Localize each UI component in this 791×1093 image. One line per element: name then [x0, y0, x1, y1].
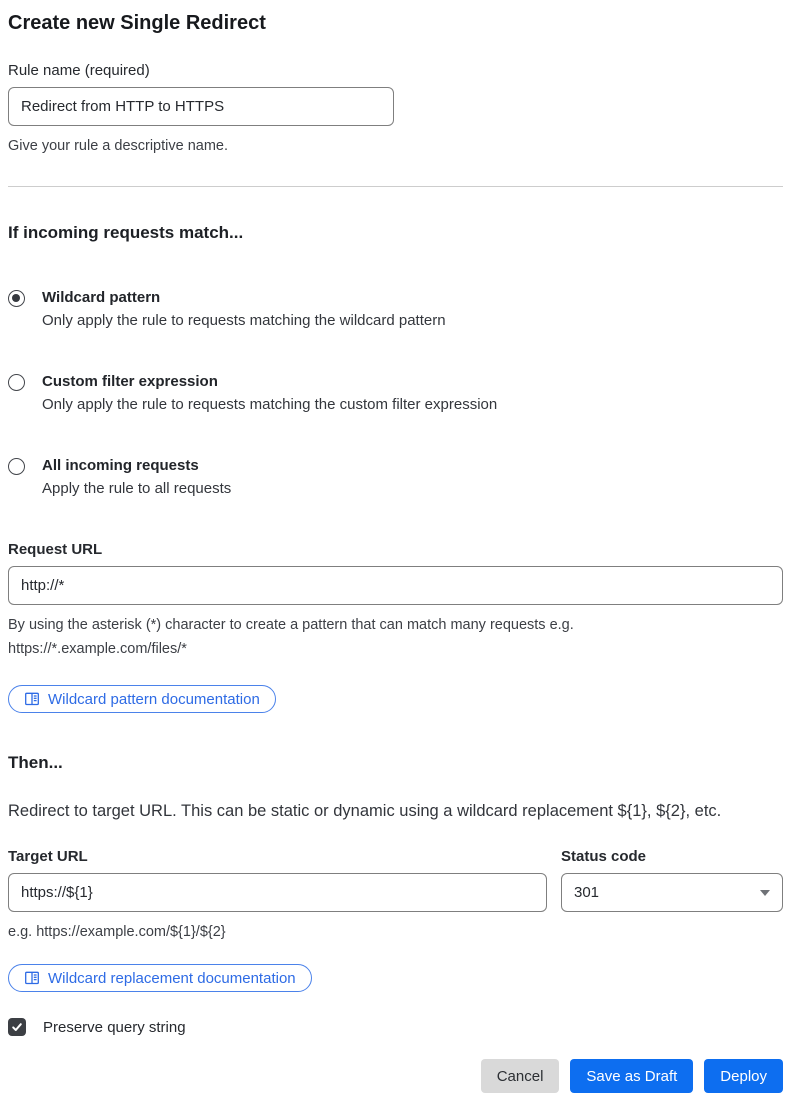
- radio-option-label: All incoming requests: [42, 457, 199, 474]
- radio-option-label: Custom filter expression: [42, 373, 218, 390]
- target-url-field: [8, 848, 547, 912]
- footer-actions: [8, 1059, 783, 1093]
- radio-option-all-requests[interactable]: [8, 457, 783, 497]
- save-as-draft-button[interactable]: Save as Draft: [570, 1059, 693, 1093]
- status-code-select[interactable]: [561, 873, 783, 912]
- request-url-helper-line1: By using the asterisk (*) character to create a pattern that can match many requests e.g.: [8, 617, 574, 633]
- request-url-label: Request URL: [8, 541, 103, 558]
- request-url-field: [8, 541, 783, 713]
- deploy-button[interactable]: Deploy: [704, 1059, 783, 1093]
- wildcard-pattern-doc-button[interactable]: [8, 685, 276, 713]
- rule-name-input[interactable]: [8, 87, 394, 126]
- preserve-query-string-label: Preserve query string: [43, 1018, 186, 1036]
- target-url-label: Target URL: [8, 848, 88, 865]
- radio-selected-icon[interactable]: [8, 290, 25, 307]
- page-title: Create new Single Redirect: [8, 12, 266, 34]
- radio-option-label: Wildcard pattern: [42, 289, 161, 306]
- rule-name-field: [8, 62, 783, 158]
- rule-name-helper: Give your rule a descriptive name.: [8, 138, 229, 154]
- request-url-input[interactable]: [8, 566, 783, 605]
- status-code-label: Status code: [561, 848, 647, 865]
- chevron-down-icon: [760, 890, 770, 896]
- status-code-field: [561, 848, 783, 912]
- radio-option-description: Only apply the rule to requests matching the custom filter expression: [42, 396, 498, 413]
- request-url-helper-line2: https://*.example.com/files/*: [8, 641, 187, 657]
- doc-button-label: Wildcard replacement documentation: [48, 969, 296, 987]
- radio-unselected-icon[interactable]: [8, 374, 25, 391]
- match-options: [8, 289, 783, 497]
- doc-button-label: Wildcard pattern documentation: [48, 690, 260, 708]
- cancel-button[interactable]: Cancel: [481, 1059, 560, 1093]
- book-icon: [24, 970, 40, 986]
- preserve-query-string-option[interactable]: [8, 1018, 783, 1036]
- radio-option-custom-filter[interactable]: [8, 373, 783, 413]
- radio-option-description: Apply the rule to all requests: [42, 480, 232, 497]
- radio-option-description: Only apply the rule to requests matching the wildcard pattern: [42, 312, 446, 329]
- wildcard-replacement-doc-button[interactable]: [8, 964, 312, 992]
- checkbox-checked-icon[interactable]: [8, 1018, 26, 1036]
- radio-option-wildcard-pattern[interactable]: [8, 289, 783, 329]
- request-url-helper: [8, 613, 783, 661]
- rule-name-label: Rule name (required): [8, 62, 150, 79]
- status-code-value: 301: [574, 884, 600, 901]
- target-url-helper: e.g. https://example.com/${1}/${2}: [8, 924, 226, 940]
- book-icon: [24, 691, 40, 707]
- then-section-heading: Then...: [8, 753, 63, 772]
- match-section-heading: If incoming requests match...: [8, 223, 244, 242]
- radio-unselected-icon[interactable]: [8, 458, 25, 475]
- target-url-input[interactable]: [8, 873, 547, 912]
- then-section-description: Redirect to target URL. This can be static or dynamic using a wildcard replacement ${1}, ${2}, etc.: [8, 802, 722, 820]
- target-row: [8, 848, 783, 912]
- section-divider: [8, 186, 783, 187]
